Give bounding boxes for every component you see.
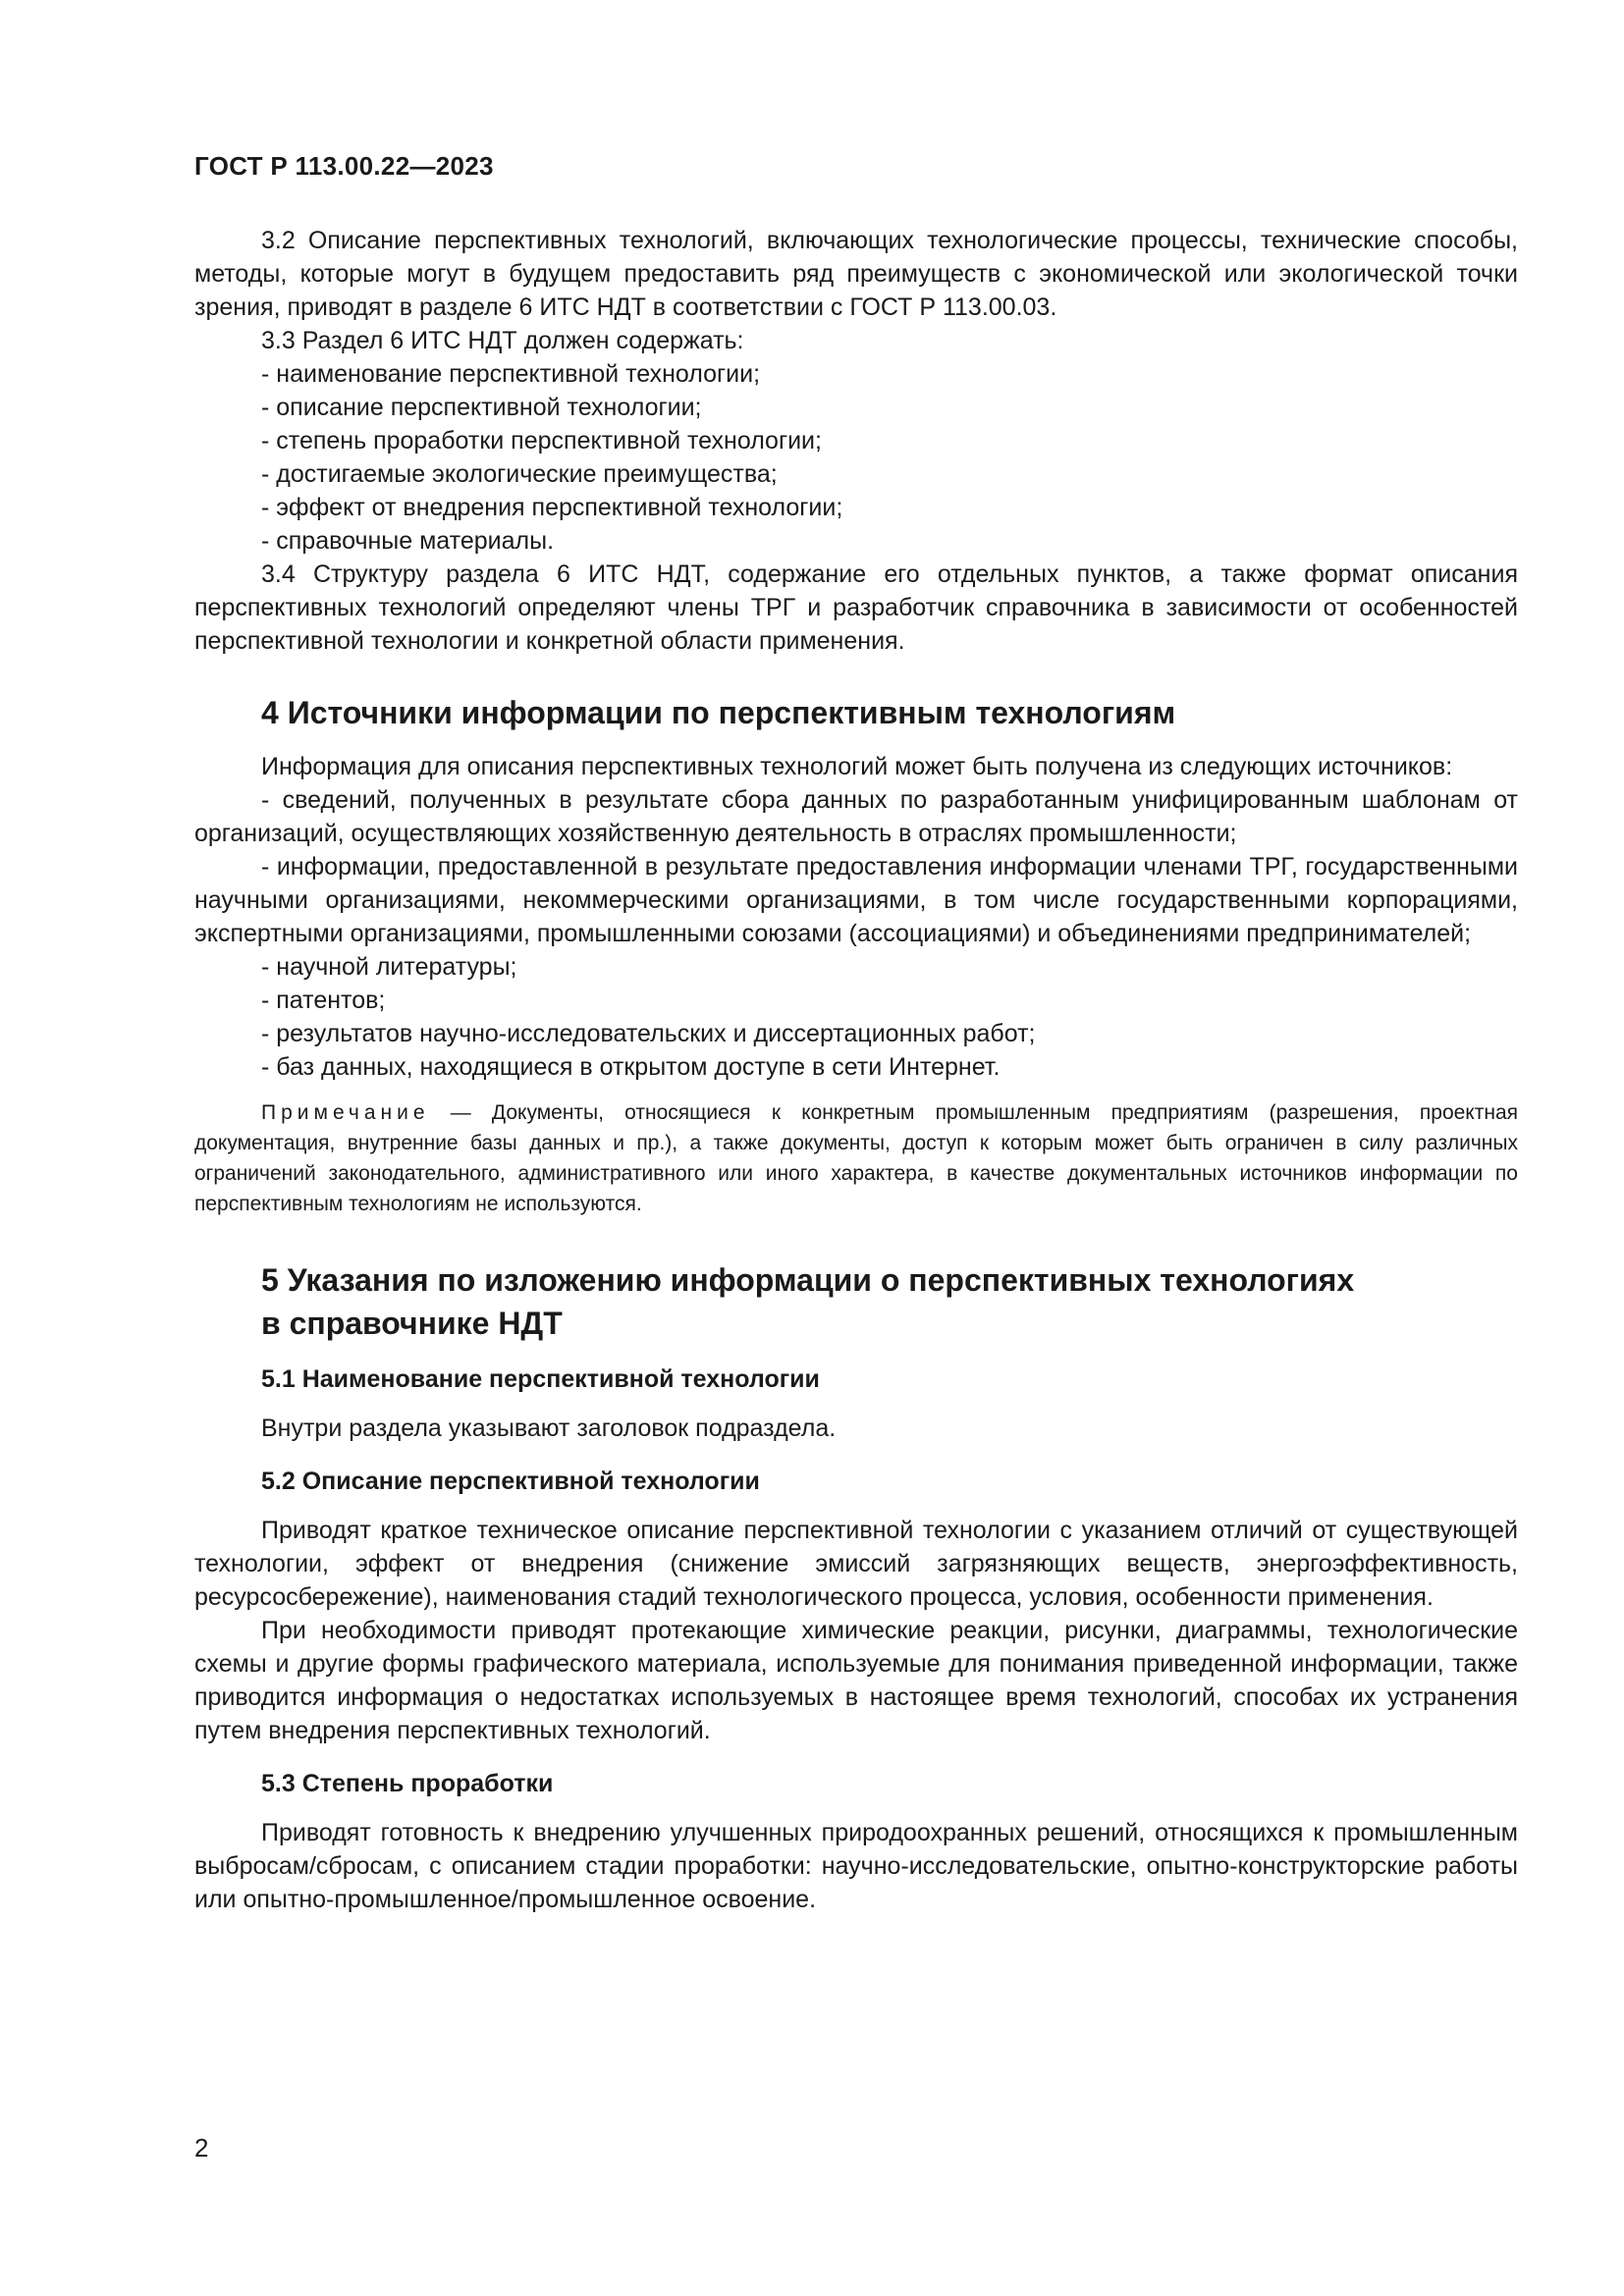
note-text: — Документы, относящиеся к конкретным промышленным предприятиям (разрешения, проектная документация, внутренние базы данных и пр.), а также документы, доступ к которым может быть ограничен в силу различных ограничений законодательного, административного или иного характера, в качестве документальных источников информации по перспективным технологиям не используются. (194, 1101, 1518, 1215)
list-item: - описание перспективной технологии; (261, 394, 702, 421)
subsection-5-2-paragraph-1: Приводят краткое техническое описание перспективной технологии с указанием отличий от существующей технологии, эффект от внедрения (снижение эмиссий загрязняющих веществ, энергоэффективность, ресурсосбережение), наименования стадий технологического процесса, условия, особенности применения. (194, 1517, 1518, 1611)
document-body (194, 224, 1518, 1916)
subsection-5-3-heading: 5.3 Степень проработки (261, 1770, 554, 1797)
section-4-intro: Информация для описания перспективных технологий может быть получена из следующих источников: (261, 753, 1453, 780)
list-item: - справочные материалы. (261, 527, 555, 555)
list-item: - сведений, полученных в результате сбора данных по разработанным унифицированным шаблонам от организаций, осуществляющих хозяйственную деятельность в отраслях промышленности; (194, 786, 1518, 847)
section-4-heading: 4 Источники информации по перспективным технологиям (261, 695, 1176, 730)
document-header: ГОСТ Р 113.00.22—2023 (194, 151, 494, 181)
list-item: - достигаемые экологические преимущества; (261, 460, 778, 488)
subsection-5-1-heading: 5.1 Наименование перспективной технологии (261, 1365, 820, 1393)
section-5-heading-line2: в справочнике НДТ (261, 1306, 563, 1341)
list-item: - наименование перспективной технологии; (261, 360, 761, 388)
list-item: - эффект от внедрения перспективной технологии; (261, 494, 843, 521)
paragraph-3-3: 3.3 Раздел 6 ИТС НДТ должен содержать: (261, 327, 744, 354)
note (194, 1097, 1518, 1219)
subsection-5-2-paragraph-2: При необходимости приводят протекающие химические реакции, рисунки, диаграммы, технологические схемы и другие формы графического материала, используемые для понимания приведенной информации, также приводится информация о недостатках используемых в настоящее время технологий, способах их устранения путем внедрения перспективных технологий. (194, 1617, 1518, 1744)
list-item: - результатов научно-исследовательских и диссертационных работ; (261, 1020, 1036, 1047)
note-label: Примечание (261, 1101, 430, 1124)
paragraph-3-2: 3.2 Описание перспективных технологий, включающих технологические процессы, технические способы, методы, которые могут в будущем предоставить ряд преимуществ с экономической или экологической точки зрения, приводят в разделе 6 ИТС НДТ в соответствии с ГОСТ Р 113.00.03. (194, 227, 1518, 321)
list-item: - патентов; (261, 987, 386, 1014)
page-number: 2 (194, 2133, 209, 2163)
section-5-heading: 5 Указания по изложению информации о перспективных технологиях (261, 1262, 1355, 1298)
list-4 (194, 950, 1518, 1084)
subsection-5-3-text: Приводят готовность к внедрению улучшенных природоохранных решений, относящихся к промышленным выбросам/сбросам, с описанием стадии проработки: научно-исследовательские, опытно-конструкторские работы или опытно-промышленное/промышленное освоение. (194, 1819, 1518, 1913)
list-item: - степень проработки перспективной технологии; (261, 427, 822, 454)
subsection-5-2-heading: 5.2 Описание перспективной технологии (261, 1468, 760, 1495)
list-3-3 (194, 357, 1518, 558)
list-item: - баз данных, находящиеся в открытом доступе в сети Интернет. (261, 1053, 1001, 1081)
list-item: - научной литературы; (261, 953, 517, 981)
list-item: - информации, предоставленной в результате предоставления информации членами ТРГ, государственными научными организациями, некоммерческими организациями, в том числе государственными корпорациями, экспертными организациями, промышленными союзами (ассоциациями) и объединениями предпринимателей; (194, 853, 1518, 947)
subsection-5-1-text: Внутри раздела указывают заголовок подраздела. (261, 1415, 837, 1442)
paragraph-3-4: 3.4 Структуру раздела 6 ИТС НДТ, содержание его отдельных пунктов, а также формат описания перспективных технологий определяют члены ТРГ и разработчик справочника в зависимости от особенностей перспективной технологии и конкретной области применения. (194, 561, 1518, 655)
